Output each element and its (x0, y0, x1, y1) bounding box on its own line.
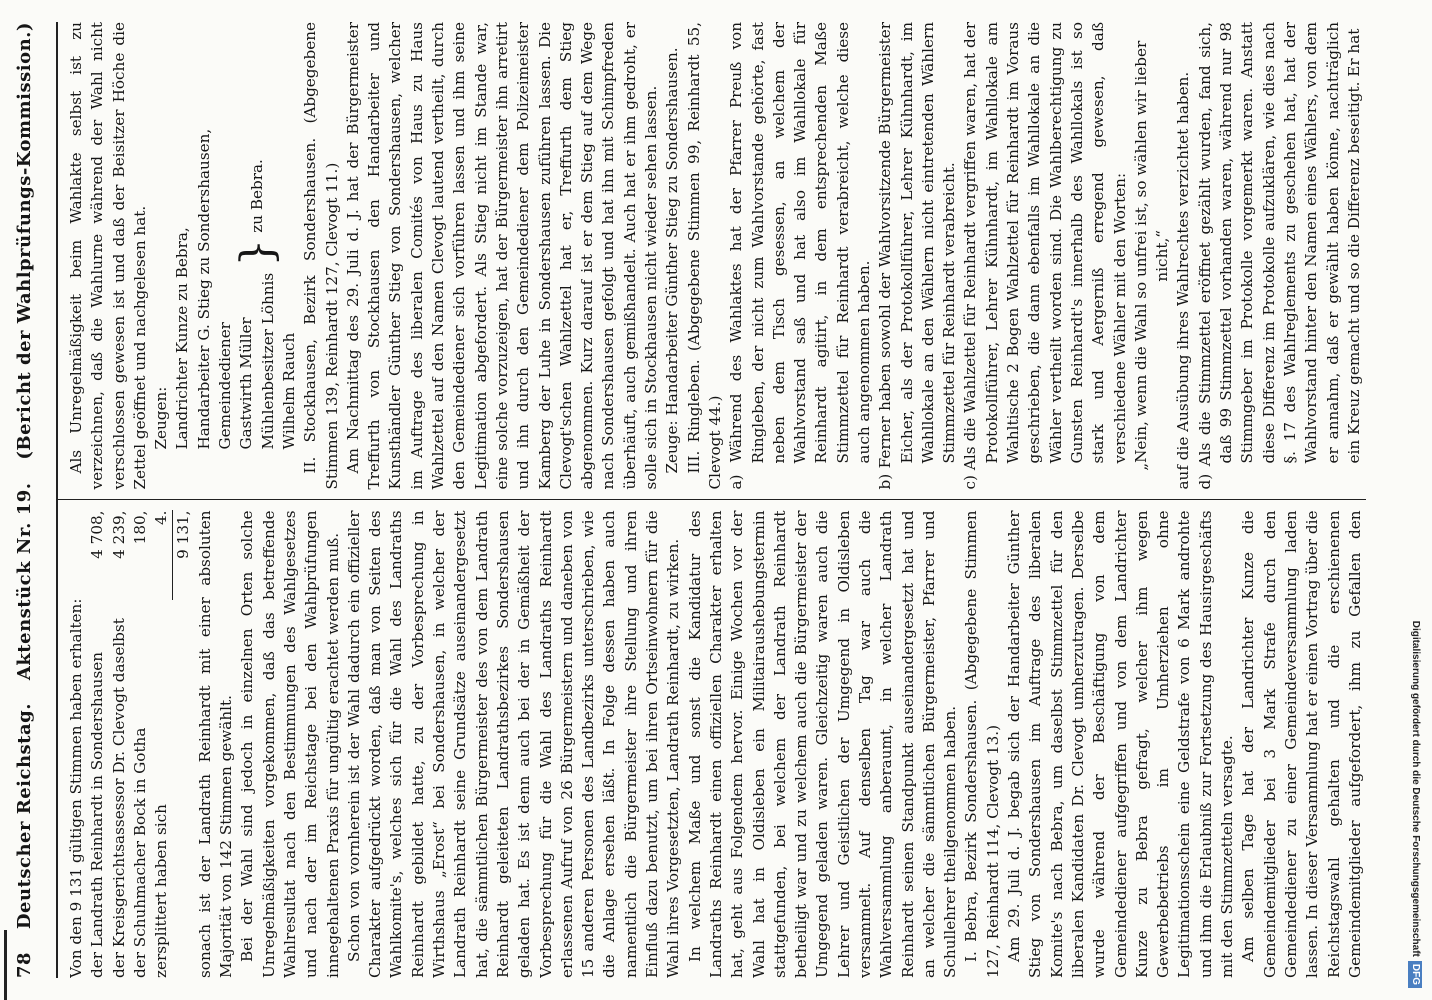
quotation: „Nein, wenn die Wahl so unfrei ist, so wählen wir lieber nicht,“ (1131, 40, 1172, 471)
witness-entry: Mühlenbesitzer Löhnis (258, 272, 277, 450)
paragraph: Am selben Tage hat der Landrichter Kunze die Gemeindemitglieder bei 3 Mark Strafe durch den Gemeindediener zu einer Gemeindeversammlung laden lassen. In dieser Versammlung hat er einen Vortrag über die Reichstagswahl gehalten und die erschienenen Gemeindemitglieder aufgefordert, ihm zu Gefallen den (1239, 510, 1364, 978)
candidate-row (151, 511, 172, 979)
list-item: c) Als die Wahlzettel für Reinhardt vergriffen waren, hat der Protokollführer, Lehrer Kühnhardt, im Wahllokale am Wahltische 2 Bogen Wahlzettel für Reinhardt im Voraus geschrieben, die dann ebenfalls im Wahllokale an die Wähler vertheilt worden sind. Die Wahlberechtigung zu Gunsten Reinhardt's innerhalb des Wahllokals ist so stark und Aergerniß erregend gewesen, daß verschiedene Wähler mit den Worten: (961, 22, 1129, 490)
candidate-row (87, 511, 108, 979)
witness-label: Zeugen: (152, 386, 171, 450)
list-item: b) Ferner haben sowohl der Wahlvorsitzende Bürgermeister Eicher, als der Protokollführer, Lehrer Kühnhardt, im Wahllokale an den Wählern nicht eintretenden Wählern Stimmzettel für Reinhardt verabreicht. (876, 22, 959, 490)
candidate-row (130, 511, 151, 979)
section-heading: II. Stockhausen, Bezirk Sondershausen. (Abgegebene Stimmen 139, Reinhardt 127, Clevogt 11.) (301, 22, 341, 490)
dfg-logo-badge: DFG (1408, 961, 1422, 988)
paragraph: Als Unregelmäßigkeit beim Wahlakte selbst ist zu verzeichnen, daß die Wahlurne während der Wahl nicht verschlossen gewesen ist und daß der Beisitzer Höche die Zettel geöffnet und nachgelesen hat. (67, 22, 149, 490)
results-intro: Von den 9 131 gültigen Stimmen haben erhalten: (67, 598, 85, 978)
page-number: 78 (14, 951, 35, 978)
brace-symbol: } (231, 238, 283, 267)
publication-title: Deutscher Reichstag. (14, 702, 35, 930)
witness-entry: Wilhelm Rauch (279, 332, 298, 450)
paragraph: Bei der Wahl sind jedoch in einzelnen Orten solche Unregelmäßigkeiten vorgekommen, daß das betreffende Wahlresultat nach den Bestimmungen des Wahlgesetzes und nach der im Reichstage bei den Wahlprüfungen innegehaltenen Praxis für ungültig erachtet werden muß. (238, 510, 342, 978)
witness-entry: Gemeindediener (216, 322, 235, 450)
witness-entry: Handarbeiter G. Stieg zu Sondershausen, (194, 128, 213, 450)
candidate-votes: 180, (130, 510, 149, 545)
left-column (66, 501, 1366, 979)
credit-text-wrapper (1404, 0, 1426, 1000)
digitization-credit (1404, 0, 1426, 1000)
paragraph: In welchem Maße und sonst die Kandidatur des Landraths Reinhardt einen offiziellen Charakter erhalten hat, geht aus Folgendem hervor. Einige Wochen vor der Wahl hat in Oldisleben ein Militairaushebungstermin stattgefunden, bei welchem der Landrath Reinhardt betheiligt war und zu welchem auch die Bürgermeister der Umgegend geladen waren. Gleichzeitig waren auch die Lehrer und Geistlichen der Umgegend in Oldisleben versammelt. Auf denselben Tag war auch die Wahlversammlung anberaumt, in welcher Landrath Reinhardt seinen Standpunkt auseinandergesetzt hat und an welcher die sämmtlichen Bürgermeister, Pfarrer und Schullehrer theilgenommen haben. (685, 510, 960, 978)
paragraph: sonach ist der Landrath Reinhardt mit einer absoluten Majorität von 142 Stimmen gewählt. (195, 510, 236, 978)
column-divider (58, 500, 1366, 501)
candidate-name: der Landrath Reinhardt in Sondershausen (88, 651, 107, 978)
candidate-votes: 4. (152, 510, 171, 525)
report-title: (Bericht der Wahlprüfungs-Kommission.) (14, 22, 35, 460)
list-item: a) Während des Wahlaktes hat der Pfarrer Preuß von Ringleben, der nicht zum Wahlvorstande gehörte, fast neben dem Tisch gesessen, an welchem der Wahlvorstand saß und hat also im Wahllokale für Reinhardt agitirt, in dem entsprechenden Maße Stimmzettel für Reinhardt verabreicht, welche diese auch angenommen haben. (727, 22, 873, 490)
witness-line: Zeuge: Handarbeiter Günther Stieg zu Sondershausen. (663, 47, 682, 474)
paragraph: Schon von vornherein ist der Wahl dadurch ein offizieller Charakter aufgedrückt worden, daß man von Seiten des Wahlkomite's, welches sich für die Wahl des Landraths Reinhardt gebildet hatte, zu der Vorbesprechung in Wirthshaus „Erost“ bei Sondershausen, in welcher der Landrath Reinhardt seine Grundsätze auseinandergesetzt hat, die sämmtlichen Bürgermeister des von dem Landrath Reinhardt geleiteten Landrathsbezirkes Sondershausen geladen hat. Es ist denn auch bei der in Gemäßheit der Vorbesprechung für die Wahl des Landraths Reinhardt erlassenen Aufruf von 26 Bürgermeistern und daneben von 15 anderen Personen des Landbezirks unterschrieben, wie die Anlage ersehen läßt. In Folge dessen haben auch namentlich die Bürgermeister ihre Stellung und ihren Einfluß dazu benutzt, um bei ihren Ortseinwohnern für die Wahl ihres Vorgesetzten, Landrath Reinhardt, zu wirken. (344, 510, 683, 978)
document-number: Aktenstück Nr. 19. (14, 482, 35, 681)
text-columns (66, 22, 1366, 978)
page-header (14, 22, 54, 978)
candidate-row (109, 511, 130, 979)
candidate-name: der Kreisgerichtsassessor Dr. Clevogt daselbst (109, 618, 128, 978)
paragraph: auf die Ausübung ihres Wahlrechtes verzichtet haben. (1174, 71, 1193, 490)
witness-entry: Landrichter Kunze zu Bebra, (173, 227, 192, 450)
candidate-votes: 4 239, (109, 510, 128, 559)
witness-group (215, 22, 300, 490)
witness-list (215, 273, 300, 450)
section-heading: I. Bebra, Bezirk Sondershausen. (Abgegebene Stimmen 127, Reinhardt 114, Clevogt 13.) (962, 510, 1002, 978)
votes-total: 9 131, (172, 511, 194, 601)
right-column (66, 22, 1366, 500)
witness-place: zu Bebra. (248, 159, 267, 233)
paragraph: Am Nachmittag des 29. Juli d. J. hat der Bürgermeister Treffurth von Stockhausen den Handarbeiter und Kunsthändler Günther Stieg von Sondershausen, welcher im Auftrage des liberalen Comités von Haus zu Haus Wahlzettel auf den Namen Clevogt lautend vertheilt, durch den Gemeindediener sich vorführen lassen und ihm seine Legitimation abgefordert. Als Stieg nicht im Stande war, eine solche vorzuzeigen, hat der Bürgermeister ihn arretirt und ihn durch den Gemeindediener dem Polizeimeister Kamberg der Luhe in Sondershausen zuführen lassen. Die Clevogt'schen Wahlzettel hat er, Treffurth dem Stieg abgenommen. Kurz darauf ist er dem Stieg auf dem Wege nach Sondershausen gefolgt und hat ihn mit Schimpfreden überhäuft, auch gemißhandelt. Auch hat er ihm gedroht, er solle sich in Stockhausen nicht wieder sehen lassen. (343, 22, 661, 490)
paragraph: Am 29. Juli d. J. begab sich der Handarbeiter Günther Stieg von Sondershausen im Auftrage des liberalen Komite's nach Bebra, um daselbst Stimmzettel für den liberalen Kandidaten Dr. Clevogt umherzutragen. Derselbe wurde während der Beschäftigung von dem Gemeindediener aufgegriffen und von dem Landrichter Kunze zu Bebra gefragt, welcher ihm wegen Gewerbebetriebs im Umherziehen ohne Legitimationsschein eine Geldstrafe von 6 Mark androhte und ihm die Erlaubniß zur Fortsetzung des Hausirgeschäfts mit den Stimmzetteln versagte. (1005, 510, 1237, 978)
witness-entry: Gastwirth Müller (237, 317, 256, 450)
candidate-name: der Schuhmacher Bock in Gotha (130, 727, 149, 978)
credit-text: Digitalisierung gefördert durch die Deutsche Forschungsgemeinschaft (1410, 620, 1421, 957)
list-item: d) Als die Stimmzettel eröffnet gezählt wurden, fand sich, daß 99 Stimmzettel vorhanden waren, während nur 98 Stimmgeber im Protokolle vorgemerkt waren. Anstatt diese Differenz im Protokolle aufzuklären, wie dies nach §. 17 des Wahlreglements zu geschehen hat, hat der Wahlvorstand hinter den Namen eines Wählers, von dem er annahm, daß er gewählt haben könne, nachträglich ein Kreuz gemacht und so die Differenz beseitigt. Er hat (1195, 22, 1363, 490)
candidate-name: zersplittert haben sich (152, 804, 171, 978)
section-heading: III. Ringleben. (Abgegebene Stimmen 99, Reinhardt 55, Clevogt 44.) (684, 22, 724, 490)
candidate-votes: 4 708, (88, 510, 107, 559)
